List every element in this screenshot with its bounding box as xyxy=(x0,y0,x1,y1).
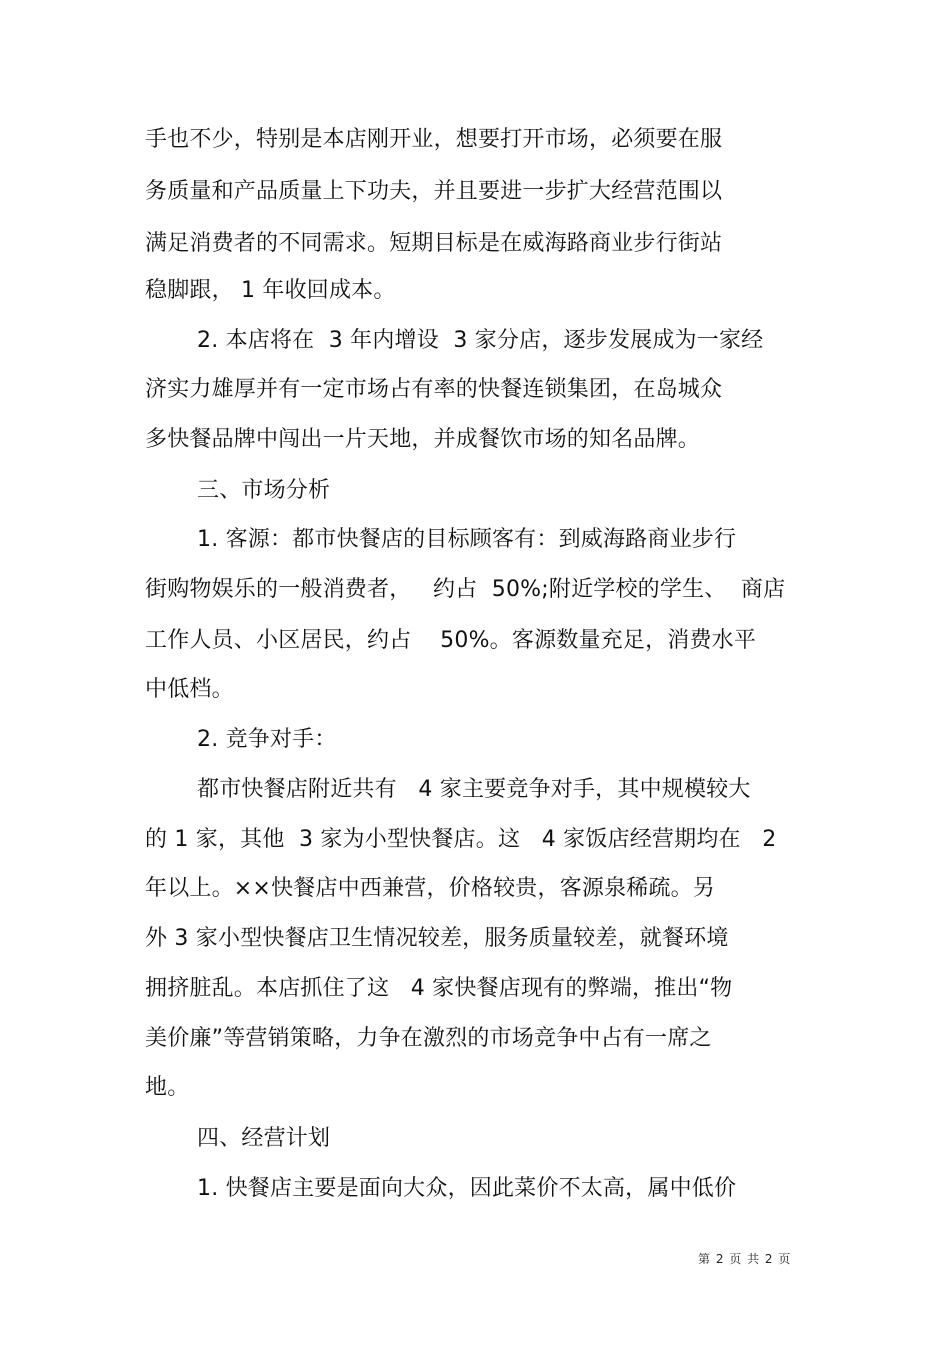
text-line: 多快餐品牌中闯出一片天地，并成餐饮市场的知名品牌。 xyxy=(145,427,701,452)
text-line: 2. 竞争对手： xyxy=(197,727,337,752)
section-heading: 三、市场分析 xyxy=(197,478,331,503)
text-line: 街购物娱乐的一般消费者， 约占 50%;附近学校的学生、 商店 xyxy=(145,577,786,602)
text-line: 拥挤脏乱。本店抓住了这 4 家快餐店现有的弊端，推出“物 xyxy=(145,976,733,1001)
text-line: 1. 客源：都市快餐店的目标顾客有：到威海路商业步行 xyxy=(197,527,737,552)
text-line: 地。 xyxy=(145,1075,190,1100)
text-line: 2. 本店将在 3 年内增设 3 家分店，逐步发展成为一家经 xyxy=(197,328,764,353)
text-line: 济实力雄厚并有一定市场占有率的快餐连锁集团，在岛城众 xyxy=(145,377,723,402)
page-footer: 第 2 页 共 2 页 xyxy=(698,1252,792,1266)
text-line: 1. 快餐店主要是面向大众，因此菜价不太高，属中低价 xyxy=(197,1176,737,1201)
text-line: 年以上。××快餐店中西兼营，价格较贵，客源泉稀疏。另 xyxy=(145,876,716,901)
text-line: 外 3 家小型快餐店卫生情况较差，服务质量较差，就餐环境 xyxy=(145,926,729,951)
text-line: 手也不少，特别是本店刚开业，想要打开市场，必须要在服 xyxy=(145,127,723,152)
text-line: 美价廉”等营销策略，力争在激烈的市场竞争中占有一席之 xyxy=(145,1026,712,1051)
text-line: 中低档。 xyxy=(145,677,234,702)
text-line: 工作人员、小区居民，约占 50%。客源数量充足，消费水平 xyxy=(145,628,757,653)
text-line: 的 1 家，其他 3 家为小型快餐店。这 4 家饭店经营期均在 2 xyxy=(145,827,777,852)
text-line: 务质量和产品质量上下功夫，并且要进一步扩大经营范围以 xyxy=(145,179,723,204)
text-line: 稳脚跟， 1 年收回成本。 xyxy=(145,278,396,303)
section-heading: 四、经营计划 xyxy=(197,1126,331,1151)
text-line: 都市快餐店附近共有 4 家主要竞争对手，其中规模较大 xyxy=(197,777,751,802)
text-line: 满足消费者的不同需求。短期目标是在威海路商业步行街站 xyxy=(145,231,723,256)
